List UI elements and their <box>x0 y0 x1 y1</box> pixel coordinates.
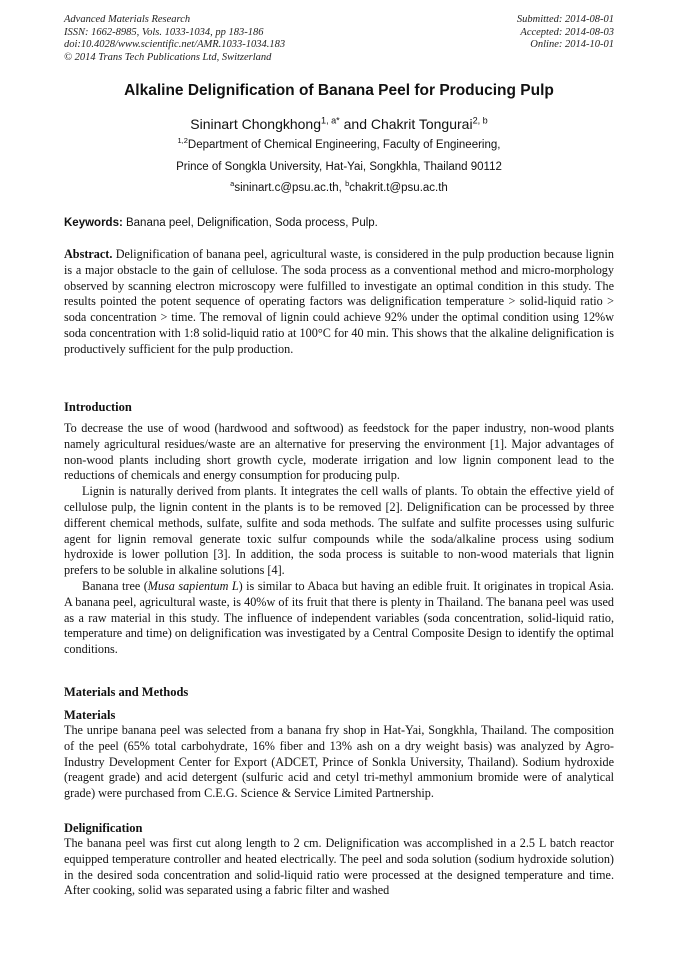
issn-line: ISSN: 1662-8985, Vols. 1033-1034, pp 183-186 <box>64 26 264 38</box>
introduction-body <box>64 421 614 658</box>
delignification-paragraph: The banana peel was first cut along length to 2 cm. Delignification was accomplished in a 2.5 L batch reactor equipped temperature controller and heated electrically. The peel and soda solution (sodium hydroxide solution) in the desired soda concentration and solid-liquid ratio were processed at the designed temperature and time. After cooking, solid was separated using a fabric filter and washed <box>64 836 614 898</box>
author-2: Chakrit Tongurai <box>370 116 473 132</box>
copyright-line: © 2014 Trans Tech Publications Ltd, Switzerland <box>64 51 272 63</box>
header-right <box>517 14 614 52</box>
abstract <box>64 247 614 358</box>
keywords-label: Keywords: <box>64 217 123 229</box>
materials-heading: Materials <box>64 708 116 722</box>
author-conjunction: and <box>339 116 371 132</box>
intro-paragraph-3: Banana tree (Musa sapientum L) is similar to Abaca but having an edible fruit. It originates in tropical Asia. A banana peel, agricultural waste, is 40%w of its fruit that there is plenty in Thailand. The banana peel was used as a raw material in this study. The influence of independent variables (soda concentration, solid-liquid ratio, temperature and time) on delignification was investigated by a Central Composite Design to identify the optimal conditions. <box>64 578 614 657</box>
author-1-marker: 1, a* <box>321 115 340 126</box>
materials-paragraph: The unripe banana peel was selected from a banana fry shop in Hat-Yai, Songkhla, Thailand. The composition of the peel (65% total carbohydrate, 16% fiber and 13% ash on a dry weight basis) was analyzed by Agro-Industry Development Center for Export (ADCET, Prince of Sonkla University, Thailand). Sodium hydroxide (reagent grade) and acid detergent (sulfuric acid and cetyl tri-methyl ammonium bromide were of analytical grade) were purchased from C.E.G. Science & Service Limited Partnership. <box>64 723 614 801</box>
header-left <box>64 14 285 64</box>
affiliation-marker: 1,2 <box>177 136 188 146</box>
intro-paragraph-2: Lignin is naturally derived from plants. It integrates the cell walls of plants. To obtain the effective yield of cellulose pulp, the lignin content in the plants is to be removed [2]. Delignification can be processed by three different chemical methods, sulfate, sulfite and soda methods. The sulfate and sulfite processes using sulfuric agent for lignin removal generate toxic sulfur compounds while the soda/alkaline process using sodium hydroxide is lower pollution [3]. In addition, the soda process is suitable to non-wood materials that lignin prefers to be soluble in alkaline solutions [4]. <box>64 484 614 578</box>
introduction-heading: Introduction <box>64 400 132 414</box>
keywords <box>64 216 614 231</box>
intro-paragraph-1: To decrease the use of wood (hardwood and softwood) as feedstock for the paper industry, non-wood plants namely agricultural residues/waste are an alternative for preserving the environment [1]. Major advantages of non-wood plants including short growth cycle, moderate irrigation and low lignin component lead to the reductions of chemicals and energy consumption for producing pulp. <box>64 421 614 483</box>
author-2-marker: 2, b <box>472 115 488 126</box>
accepted-date: Accepted: 2014-08-03 <box>520 26 614 38</box>
journal-name: Advanced Materials Research <box>64 14 191 25</box>
species-name: Musa sapientum L <box>147 578 239 593</box>
email-a: sininart.c@psu.ac.th <box>234 182 339 194</box>
paper-title: Alkaline Delignification of Banana Peel for Producing Pulp <box>124 82 554 99</box>
methods-heading: Materials and Methods <box>64 685 189 699</box>
delignification-heading: Delignification <box>64 821 143 835</box>
keywords-text: Banana peel, Delignification, Soda process, Pulp. <box>122 217 378 229</box>
affiliation-line-2: Prince of Songkla University, Hat-Yai, Songkhla, Thailand 90112 <box>176 161 502 173</box>
submitted-date: Submitted: 2014-08-01 <box>516 14 614 25</box>
author-1: Sininart Chongkhong <box>190 116 322 132</box>
abstract-text: Delignification of banana peel, agricultural waste, is considered in the pulp production because lignin is a major obstacle to the gain of cellulose. The soda process as a conventional method and micro-morphology observed by scanning electron microscopy were fulfilled to investigate an optimal condition in this study. The results pointed the potent sequence of operating factors was delignification temperature > solid-liquid ratio > soda concentration > time. The removal of lignin could achieve 92% under the optimal condition using 12%w soda concentration with 1:8 solid-liquid ratio at 100°C for 40 min. This shows that the alkaline delignification is productively sufficient for the pulp production. <box>64 247 614 356</box>
abstract-label: Abstract. <box>64 247 113 261</box>
email-line: $^a$sininart.c@psu.ac.th, $^b$chakrit.t@psu.ac.th <box>230 179 448 194</box>
online-date: Online: 2014-10-01 <box>530 39 614 51</box>
author-line <box>40 115 638 133</box>
affiliation-line-1: $^{1,2}$Department of Chemical Engineering, Faculty of Engineering, <box>177 136 501 151</box>
delignification-body <box>64 836 614 899</box>
email-b: chakrit.t@psu.ac.th <box>349 182 448 194</box>
doi-line: doi:10.4028/www.scientific.net/AMR.1033-1034.183 <box>64 39 286 51</box>
materials-body <box>64 723 614 802</box>
